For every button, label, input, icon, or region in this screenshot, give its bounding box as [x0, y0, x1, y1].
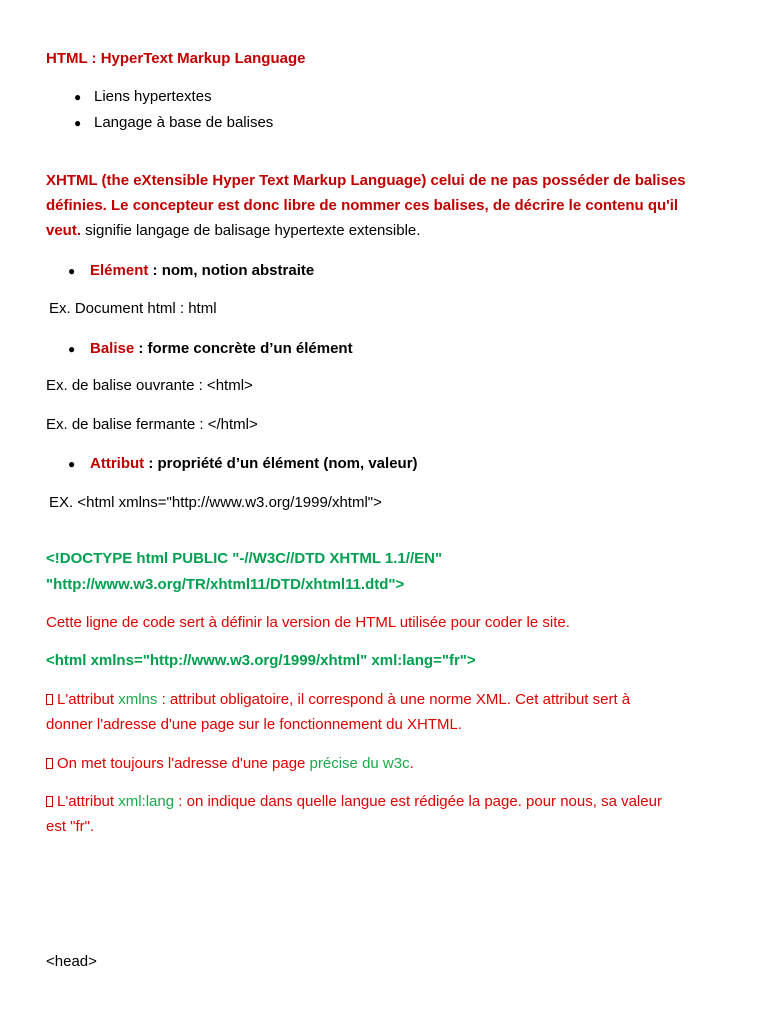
bullet-dot: ● [68, 342, 76, 356]
attribut-term: Attribut [90, 455, 145, 472]
head-tag: <head> [46, 953, 97, 970]
xhtml-line-3 [46, 221, 420, 241]
doctype-line-2: "http://www.w3.org/TR/xhtml11/DTD/xhtml11.dtd"> [46, 576, 405, 593]
bullet-language: Langage à base de balises [94, 114, 274, 131]
xhtml-line-1: XHTML (the eXtensible Hyper Text Markup Language) celui de ne pas posséder de balises [46, 172, 686, 189]
note-lang-prefix: L'attribut [57, 793, 119, 810]
doctype-line-1: <!DOCTYPE html PUBLIC "-//W3C//DTD XHTML 1.1//EN" [46, 550, 443, 567]
element-term: Elément [90, 262, 149, 279]
element-bullet [90, 261, 314, 281]
note-lang-line-2: est "fr". [46, 818, 95, 835]
attribut-bullet [90, 454, 418, 474]
note-lang-line-1 [46, 792, 662, 812]
placeholder-box-icon [46, 796, 53, 807]
balise-example-close: Ex. de balise fermante : </html> [46, 416, 258, 433]
attribut-example: EX. <html xmlns="http://www.w3.org/1999/xhtml"> [49, 494, 382, 511]
attribut-rest: : propriété d’un élément (nom, valeur) [144, 455, 418, 472]
note-xmlns-prefix: L'attribut [57, 691, 119, 708]
balise-bullet [90, 339, 353, 359]
placeholder-box-icon [46, 694, 53, 705]
bullet-dot: ● [74, 90, 82, 104]
note-lang-rest: : on indique dans quelle langue est rédigée la page. pour nous, sa valeur [174, 793, 662, 810]
html-heading [46, 49, 305, 69]
html-heading-text: HTML : HyperText Markup Language [46, 50, 306, 67]
note-w3c-suffix: . [409, 755, 414, 772]
balise-rest: : forme concrète d’un élément [134, 340, 353, 357]
note-xmlns-term: xmlns [118, 691, 158, 708]
bullet-dot: ● [74, 116, 82, 130]
note-w3c-prefix: On met toujours l'adresse d'une page [57, 755, 310, 772]
xhtml-line-3-rest: signifie langage de balisage hypertexte extensible. [81, 222, 421, 239]
note-xmlns-rest: : attribut obligatoire, il correspond à une norme XML. Cet attribut sert à [157, 691, 631, 708]
element-example: Ex. Document html : html [49, 300, 217, 317]
placeholder-box-icon [46, 758, 53, 769]
bullet-links: Liens hypertextes [94, 88, 212, 105]
doctype-explanation: Cette ligne de code sert à définir la version de HTML utilisée pour coder le site. [46, 614, 570, 631]
note-xmlns-line-2: donner l'adresse d'une page sur le fonctionnement du XHTML. [46, 716, 462, 733]
html-tag-code: <html xmlns="http://www.w3.org/1999/xhtml" xml:lang="fr"> [46, 652, 476, 669]
note-lang-term: xml:lang [118, 793, 175, 810]
bullet-dot: ● [68, 457, 76, 471]
balise-term: Balise [90, 340, 135, 357]
xhtml-line-3-bold: veut. [46, 222, 82, 239]
note-w3c [46, 754, 414, 774]
balise-example-open: Ex. de balise ouvrante : <html> [46, 377, 253, 394]
xhtml-line-2: définies. Le concepteur est donc libre de nommer ces balises, de décrire le contenu qu'il [46, 197, 679, 214]
bullet-dot: ● [68, 264, 76, 278]
note-xmlns-line-1 [46, 690, 630, 710]
note-w3c-term: précise du w3c [309, 755, 410, 772]
element-rest: : nom, notion abstraite [148, 262, 315, 279]
